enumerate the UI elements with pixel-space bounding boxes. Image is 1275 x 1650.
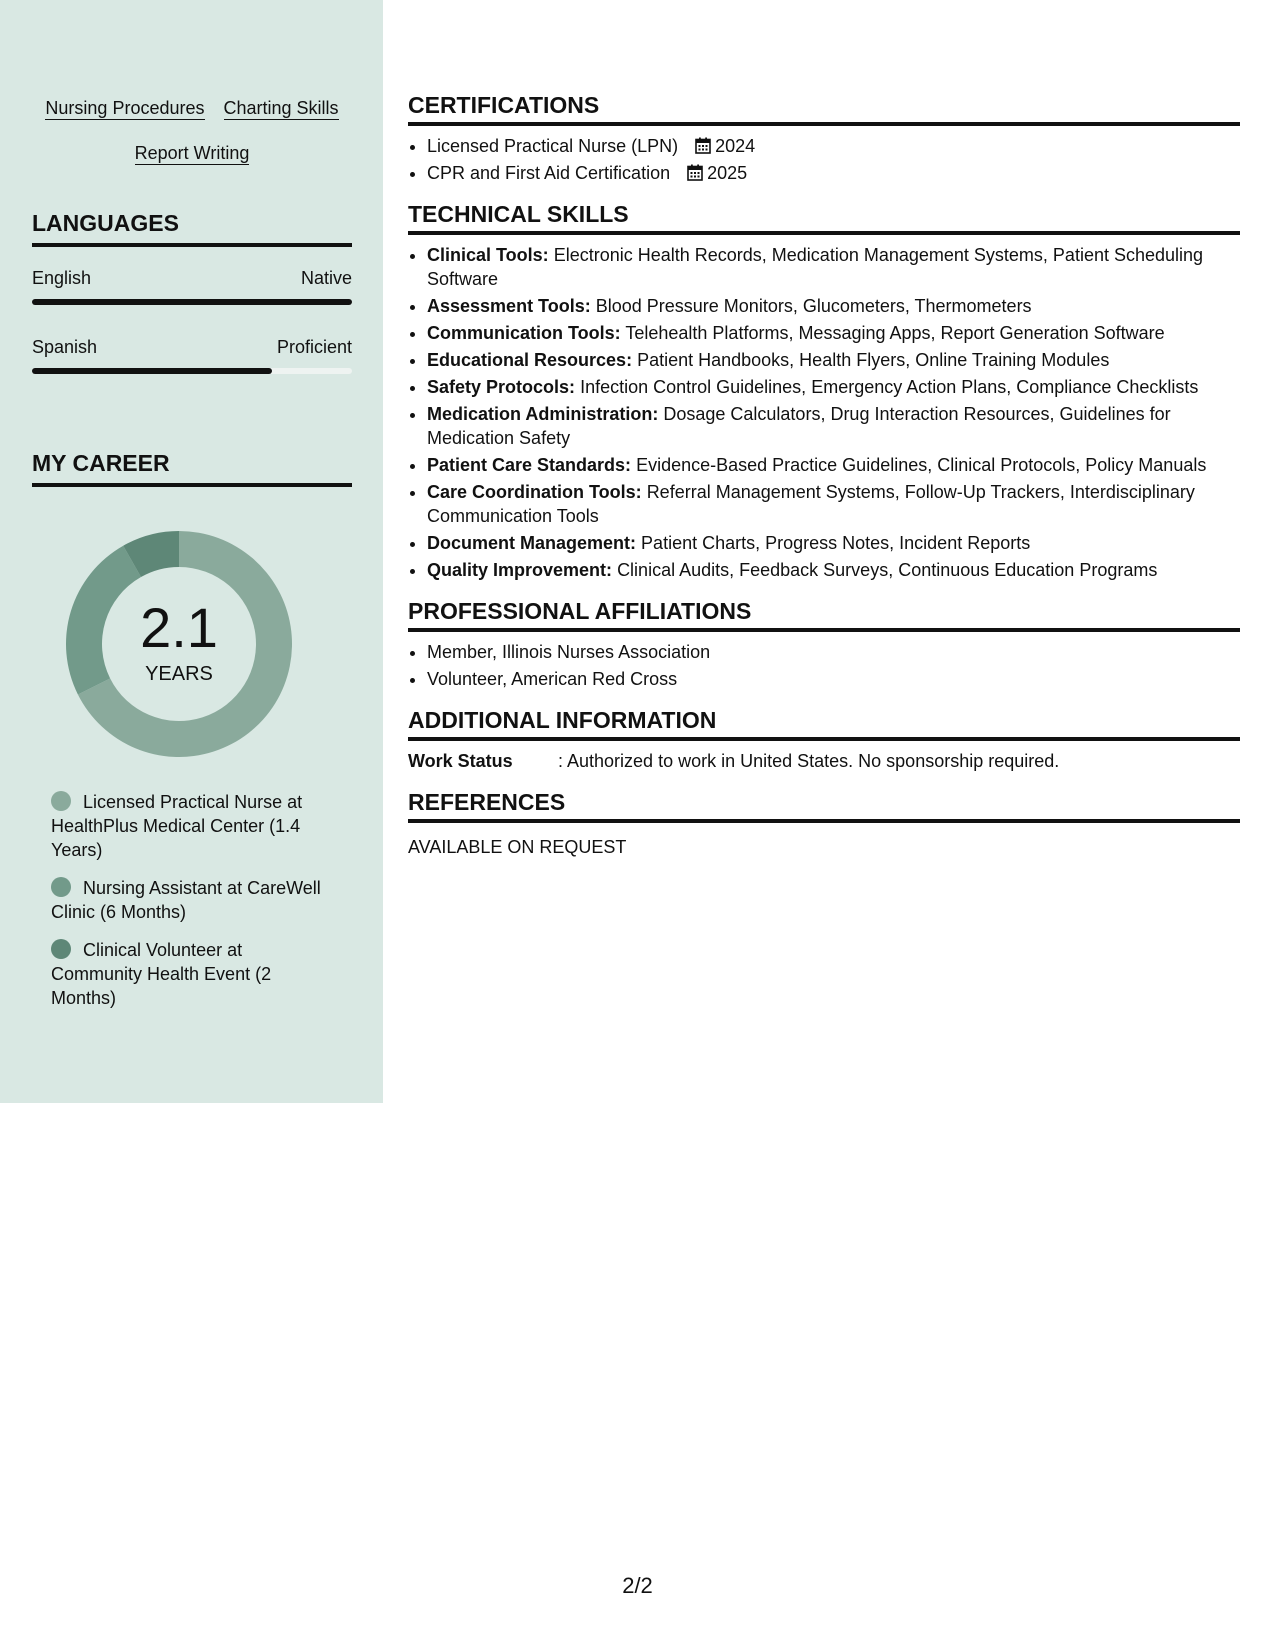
certification-item (427, 161, 1240, 185)
language-name: English (32, 268, 92, 288)
career-label: Nursing Assistant at CareWell Clinic (6 Months) (51, 878, 321, 922)
skill-tag: Nursing Procedures (45, 98, 205, 118)
affiliation-item: • Volunteer, American Red Cross (427, 667, 1240, 691)
skill-label: Document Management: (427, 533, 637, 553)
language-level: Proficient (276, 337, 352, 357)
language-bar-fill (32, 299, 352, 305)
skill-text: Infection Control Guidelines, Emergency Action Plans, Compliance Checklists (580, 377, 1199, 397)
section-title: PROFESSIONAL AFFILIATIONS (408, 598, 1240, 632)
career-legend (51, 790, 336, 1024)
skill-item (427, 402, 1240, 450)
career-legend-item (51, 938, 336, 1010)
skill-tag: Charting Skills (223, 98, 339, 118)
language-bar (32, 299, 352, 305)
certification-item (427, 134, 1240, 158)
main-content (408, 92, 1240, 875)
section-title: ADDITIONAL INFORMATION (408, 707, 1240, 741)
skill-label: Clinical Tools: (427, 245, 549, 265)
references-section (408, 789, 1240, 859)
career-legend-item (51, 876, 336, 924)
sidebar (0, 0, 383, 1103)
language-bar-fill (32, 368, 272, 374)
additional-info-section (408, 707, 1240, 773)
certification-year: 2025 (707, 163, 748, 183)
references-text: AVAILABLE ON REQUEST (408, 837, 627, 857)
skill-item (427, 294, 1240, 318)
skill-text: Patient Handbooks, Health Flyers, Online Training Modules (637, 350, 1110, 370)
language-row (32, 268, 352, 289)
skill-text: Blood Pressure Monitors, Glucometers, Thermometers (595, 296, 1032, 316)
languages-heading: LANGUAGES (32, 210, 352, 247)
skill-item (427, 321, 1240, 345)
skill-tags (32, 86, 352, 176)
affiliation-item: • Member, Illinois Nurses Association (427, 640, 1240, 664)
skill-text: Patient Charts, Progress Notes, Incident Reports (641, 533, 1031, 553)
skill-text: Electronic Health Records, Medication Management Systems, Patient Scheduling Software (427, 245, 1204, 289)
work-status-row (408, 749, 1240, 773)
language-name: Spanish (32, 337, 98, 357)
section-title: CERTIFICATIONS (408, 92, 1240, 126)
skill-text: Clinical Audits, Feedback Surveys, Continuous Education Programs (617, 560, 1158, 580)
skill-item (427, 531, 1240, 555)
skill-item (427, 348, 1240, 372)
skill-text: Evidence-Based Practice Guidelines, Clinical Protocols, Policy Manuals (636, 455, 1207, 475)
skill-text: Dosage Calculators, Drug Interaction Resources, Guidelines for Medication Safety (427, 404, 1171, 448)
career-legend-item (51, 790, 336, 862)
technical-skills-section (408, 201, 1240, 582)
page-number: 2/2 (622, 1573, 653, 1598)
career-label: Licensed Practical Nurse at HealthPlus Medical Center (1.4 Years) (51, 792, 303, 860)
skill-item (427, 243, 1240, 291)
skill-tag: Report Writing (134, 143, 250, 163)
legend-dot (51, 939, 71, 959)
language-level: Native (300, 268, 352, 288)
section-title: REFERENCES (408, 789, 1240, 823)
career-total-years: 2.1 (140, 596, 218, 659)
skill-item (427, 480, 1240, 528)
career-unit: YEARS (145, 663, 213, 685)
skill-label: Educational Resources: (427, 350, 633, 370)
skill-label: Safety Protocols: (427, 377, 576, 397)
skill-text: Referral Management Systems, Follow-Up Trackers, Interdisciplinary Communication Tools (427, 482, 1195, 526)
skill-label: Quality Improvement: (427, 560, 613, 580)
calendar-icon (695, 137, 711, 154)
certifications-section (408, 92, 1240, 185)
skill-item (427, 375, 1240, 399)
affiliations-section (408, 598, 1240, 691)
skill-label: Assessment Tools: (427, 296, 591, 316)
certification-name: CPR and First Aid Certification (427, 163, 671, 183)
work-status-label: Work Status (408, 751, 513, 771)
certification-name: Licensed Practical Nurse (LPN) (427, 136, 679, 156)
skill-label: Medication Administration: (427, 404, 659, 424)
skill-label: Care Coordination Tools: (427, 482, 642, 502)
calendar-icon (687, 164, 703, 181)
career-label: Clinical Volunteer at Community Health Event (2 Months) (51, 940, 272, 1008)
skill-item (427, 558, 1240, 582)
language-bar (32, 368, 352, 374)
legend-dot (51, 877, 71, 897)
language-row (32, 337, 352, 358)
skill-label: Communication Tools: (427, 323, 621, 343)
skill-text: Telehealth Platforms, Messaging Apps, Report Generation Software (625, 323, 1165, 343)
skill-item (427, 453, 1240, 477)
career-heading: MY CAREER (32, 450, 352, 487)
certification-year: 2024 (715, 136, 756, 156)
section-title: TECHNICAL SKILLS (408, 201, 1240, 235)
legend-dot (51, 791, 71, 811)
work-status-value: : Authorized to work in United States. No sponsorship required. (558, 751, 1060, 771)
skill-label: Patient Care Standards: (427, 455, 632, 475)
